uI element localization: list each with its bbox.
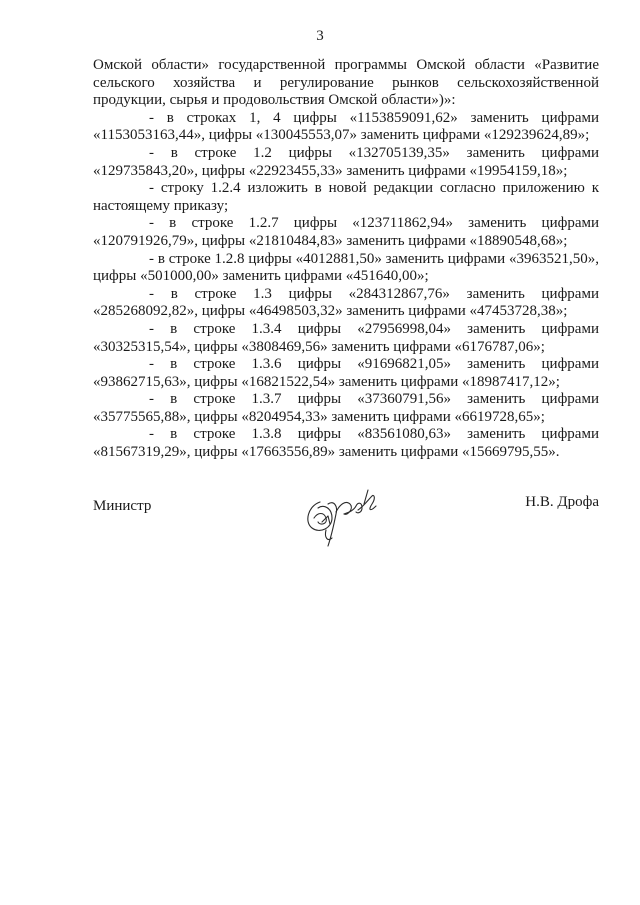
signature-block — [93, 494, 599, 554]
paragraph-item: - в строке 1.3 цифры «284312867,76» заменить цифрами «285268092,82», цифры «46498503,32» заменить цифрами «47453728,38»; — [93, 285, 599, 320]
signer-name: Н.В. Дрофа — [525, 494, 599, 510]
document-body — [93, 57, 599, 462]
handwritten-signature — [298, 482, 388, 554]
paragraph-item: - в строке 1.3.7 цифры «37360791,56» заменить цифрами «35775565,88», цифры «8204954,33» заменить цифрами «6619728,65»; — [93, 391, 599, 425]
paragraph-intro: Омской области» государственной программы Омской области «Развитие сельского хозяйства и регулирование рынков сельскохозяйственной продукции, сырья и продовольствия Омской области»)»: — [93, 57, 599, 109]
paragraph-item: - в строке 1.2 цифры «132705139,35» заменить цифрами «129735843,20», цифры «22923455,33» заменить цифрами «19954159,18»; — [93, 144, 599, 179]
page-number: 3 — [316, 28, 324, 44]
paragraph-item: - строку 1.2.4 изложить в новой редакции согласно приложению к настоящему приказу; — [93, 180, 599, 214]
paragraph-item: - в строках 1, 4 цифры «1153859091,62» заменить цифрами «1153053163,44», цифры «130045553,07» заменить цифрами «129239624,89»; — [93, 109, 599, 144]
paragraph-item: - в строке 1.3.4 цифры «27956998,04» заменить цифрами «30325315,54», цифры «3808469,56» заменить цифрами «6176787,06»; — [93, 320, 599, 355]
signer-position: Министр — [93, 498, 152, 514]
paragraph-item: - в строке 1.3.8 цифры «83561080,63» заменить цифрами «81567319,29», цифры «17663556,89» заменить цифрами «15669795,55». — [93, 426, 599, 461]
paragraph-item: - в строке 1.2.8 цифры «4012881,50» заменить цифрами «3963521,50», цифры «501000,00» заменить цифрами «451640,00»; — [93, 250, 599, 285]
paragraph-item: - в строке 1.3.6 цифры «91696821,05» заменить цифрами «93862715,63», цифры «16821522,54» заменить цифрами «18987417,12»; — [93, 356, 599, 390]
paragraph-item: - в строке 1.2.7 цифры «123711862,94» заменить цифрами «120791926,79», цифры «21810484,83» заменить цифрами «18890548,68»; — [93, 215, 599, 249]
